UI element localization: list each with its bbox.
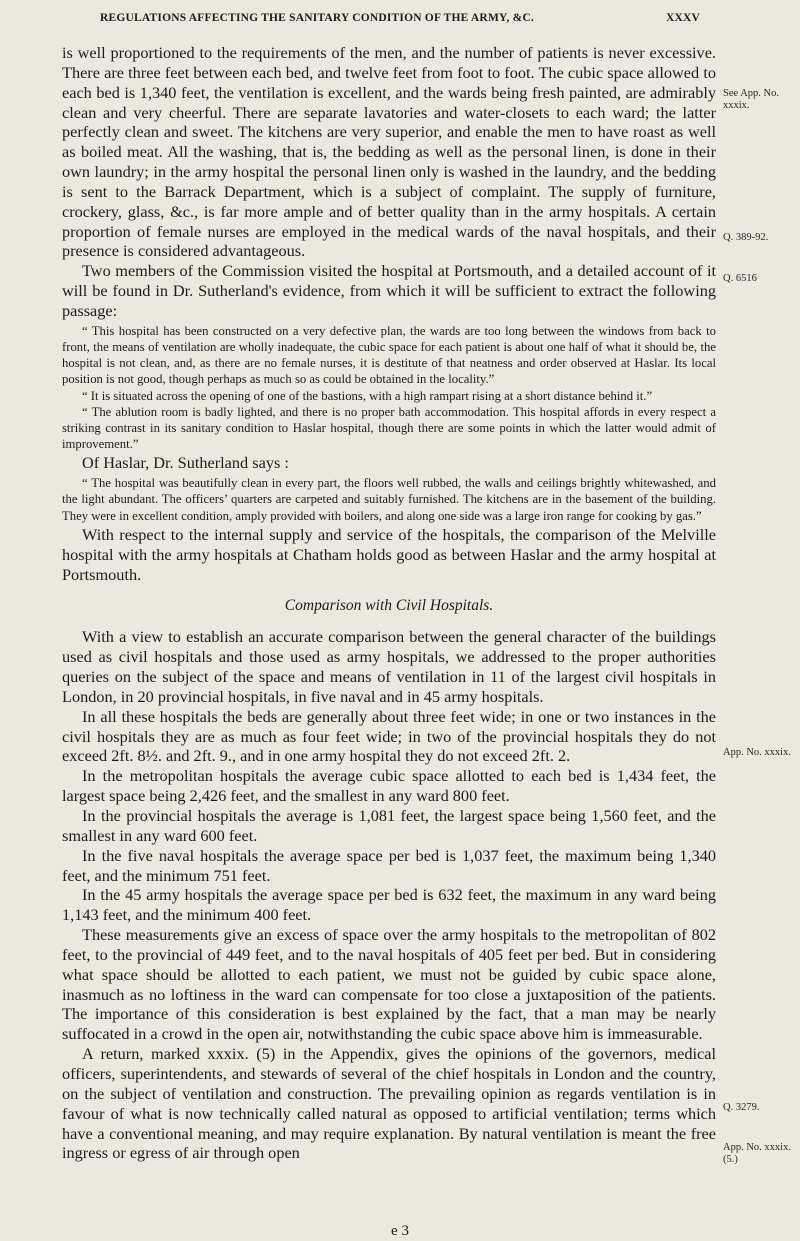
- quote-paragraph: “ The hospital was beautifully clean in every part, the floors well rubbed, the walls and ceilings brightly whitewashed, and the light abundant. The officers’ quarters are carpeted and suitably furnished. The kitchens are in the basement of the building. They were in excellent condition, amply provided with boilers, and along one side was a large iron range for cooking by gas.”: [62, 476, 716, 523]
- quote-paragraph: “ The ablution room is badly lighted, and there is no proper bath accommodation. This hospital affords in every respect a striking contrast in its sanitary condition to Haslar hospital, though there are some points in which the latter would admit of improvement.”: [62, 404, 716, 452]
- paragraph: In the metropolitan hospitals the average cubic space allotted to each bed is 1,434 feet, the largest space being 2,426 feet, and the smallest in any ward 800 feet.: [62, 766, 716, 806]
- paragraph: With a view to establish an accurate comparison between the general character of the buildings used as civil hospitals and those used as army hospitals, we addressed to the proper authorities queries on the subject of the space and means of ventilation in 11 of the largest civil hospitals in London, in 20 provincial hospitals, in five naval and in 45 army hospitals.: [62, 627, 716, 706]
- paragraph: In the provincial hospitals the average is 1,081 feet, the largest space being 1,560 feet, and the smallest in any ward 600 feet.: [62, 806, 716, 845]
- paragraph: These measurements give an excess of space over the army hospitals to the metropolitan of 802 feet, to the provincial of 449 feet, and to the naval hospitals of 405 feet per bed. But in considering what space should be allotted to each patient, we must not be guided by cubic space alone, inasmuch as no loftiness in the ward can compensate for too close a juxtaposition of the patients. The importance of this consideration is best explained by the fact, that a man may be nearly suffocated in a crowd in the open air, notwithstanding the cubic space above him is immeasurable.: [62, 925, 716, 1044]
- block-quote: [62, 323, 716, 453]
- paragraph: With respect to the internal supply and service of the hospitals, the comparison of the Melville hospital with the army hospitals at Chatham holds good as between Haslar and the army hospital at Portsmouth.: [62, 524, 716, 584]
- quote-paragraph: “ It is situated across the opening of one of the bastions, with a high rampart rising at a short distance behind it.”: [82, 388, 653, 403]
- quote-paragraph: “ This hospital has been constructed on a very defective plan, the wards are too long between the windows from back to front, the means of ventilation are wholly inadequate, the cubic space for each patient is about one half of what it should be, the hospital is not clean, and, as there are no female nurses, it is destitute of that neatness and order observed at Haslar. Its local position is not good, though perhaps as much so as could be obtained in the locality.”: [62, 323, 716, 387]
- paragraph: In the five naval hospitals the average space per bed is 1,037 feet, the maximum being 1,340 feet, and the minimum 751 feet.: [62, 845, 716, 885]
- header-title: REGULATIONS AFFECTING THE SANITARY CONDITION OF THE ARMY, &C.: [100, 12, 534, 24]
- margin-note: Q. 3279.: [723, 1102, 760, 1113]
- paragraph: is well proportioned to the requirements of the men, and the number of patients is never excessive. There are three feet between each bed, and twelve feet from foot to foot. The cubic space allowed to each bed is 1,340 feet, the ventilation is excellent, and the wards being fresh painted, are admirably clean and very cheerful. There are separate lavatories and water-closets to each ward; the latter perfectly clean and sweet. The kitchens are very superior, and enable the men to have roast as well as boiled meat. All the washing, that is, the bedding as well as the personal linen, is done in their own laundry; in the army hospital the personal linen only is washed in the laundry, and the bedding is sent to the Barrack Department, which is a subject of complaint. The supply of furniture, crockery, glass, &c., is far more ample and of better quality than in the army hospitals. A certain proportion of female nurses are employed in the medical wards of the naval hospitals, and their presence is considered advantageous.: [62, 43, 716, 261]
- page-number: XXXV: [665, 12, 700, 24]
- margin-note: App. No. xxxix. (5.): [723, 1142, 791, 1165]
- paragraph: Two members of the Commission visited the hospital at Portsmouth, and a detailed account of it will be found in Dr. Sutherland's evidence, from which it will be sufficient to extract the following passage:: [62, 261, 716, 320]
- block-quote: [62, 475, 716, 524]
- paragraph: A return, marked xxxix. (5) in the Appendix, gives the opinions of the governors, medical officers, superintendents, and stewards of several of the chief hospitals in London and the country, on the subject of ventilation and construction. The prevailing opinion as regards ventilation is in favour of what is now technically called natural as opposed to artificial ventilation; terms which have a conventional meaning, and may require explanation. By natural ventilation is meant the free ingress or egress of air through open: [62, 1044, 716, 1163]
- section-heading: Comparison with Civil Hospitals.: [284, 597, 494, 615]
- margin-note: See App. No. xxxix.: [723, 88, 779, 111]
- printer-signature: e 3: [391, 1223, 409, 1239]
- paragraph: In all these hospitals the beds are generally about three feet wide; in one or two instances in the civil hospitals they are as much as four feet wide; in two of the provincial hospitals they do not exceed 2ft. 8½. and 2ft. 9., and in one army hospital they do not exceed 2ft. 2.: [62, 706, 716, 766]
- paragraph: Of Haslar, Dr. Sutherland says :: [82, 453, 289, 473]
- paragraph: In the 45 army hospitals the average space per bed is 632 feet, the maximum in any ward being 1,143 feet, and the minimum 400 feet.: [62, 885, 716, 925]
- main-text: [62, 43, 716, 1163]
- running-header: [100, 12, 700, 24]
- margin-note: App. No. xxxix.: [723, 747, 791, 758]
- margin-note: Q. 6516: [723, 273, 757, 284]
- margin-note: Q. 389-92.: [723, 232, 769, 243]
